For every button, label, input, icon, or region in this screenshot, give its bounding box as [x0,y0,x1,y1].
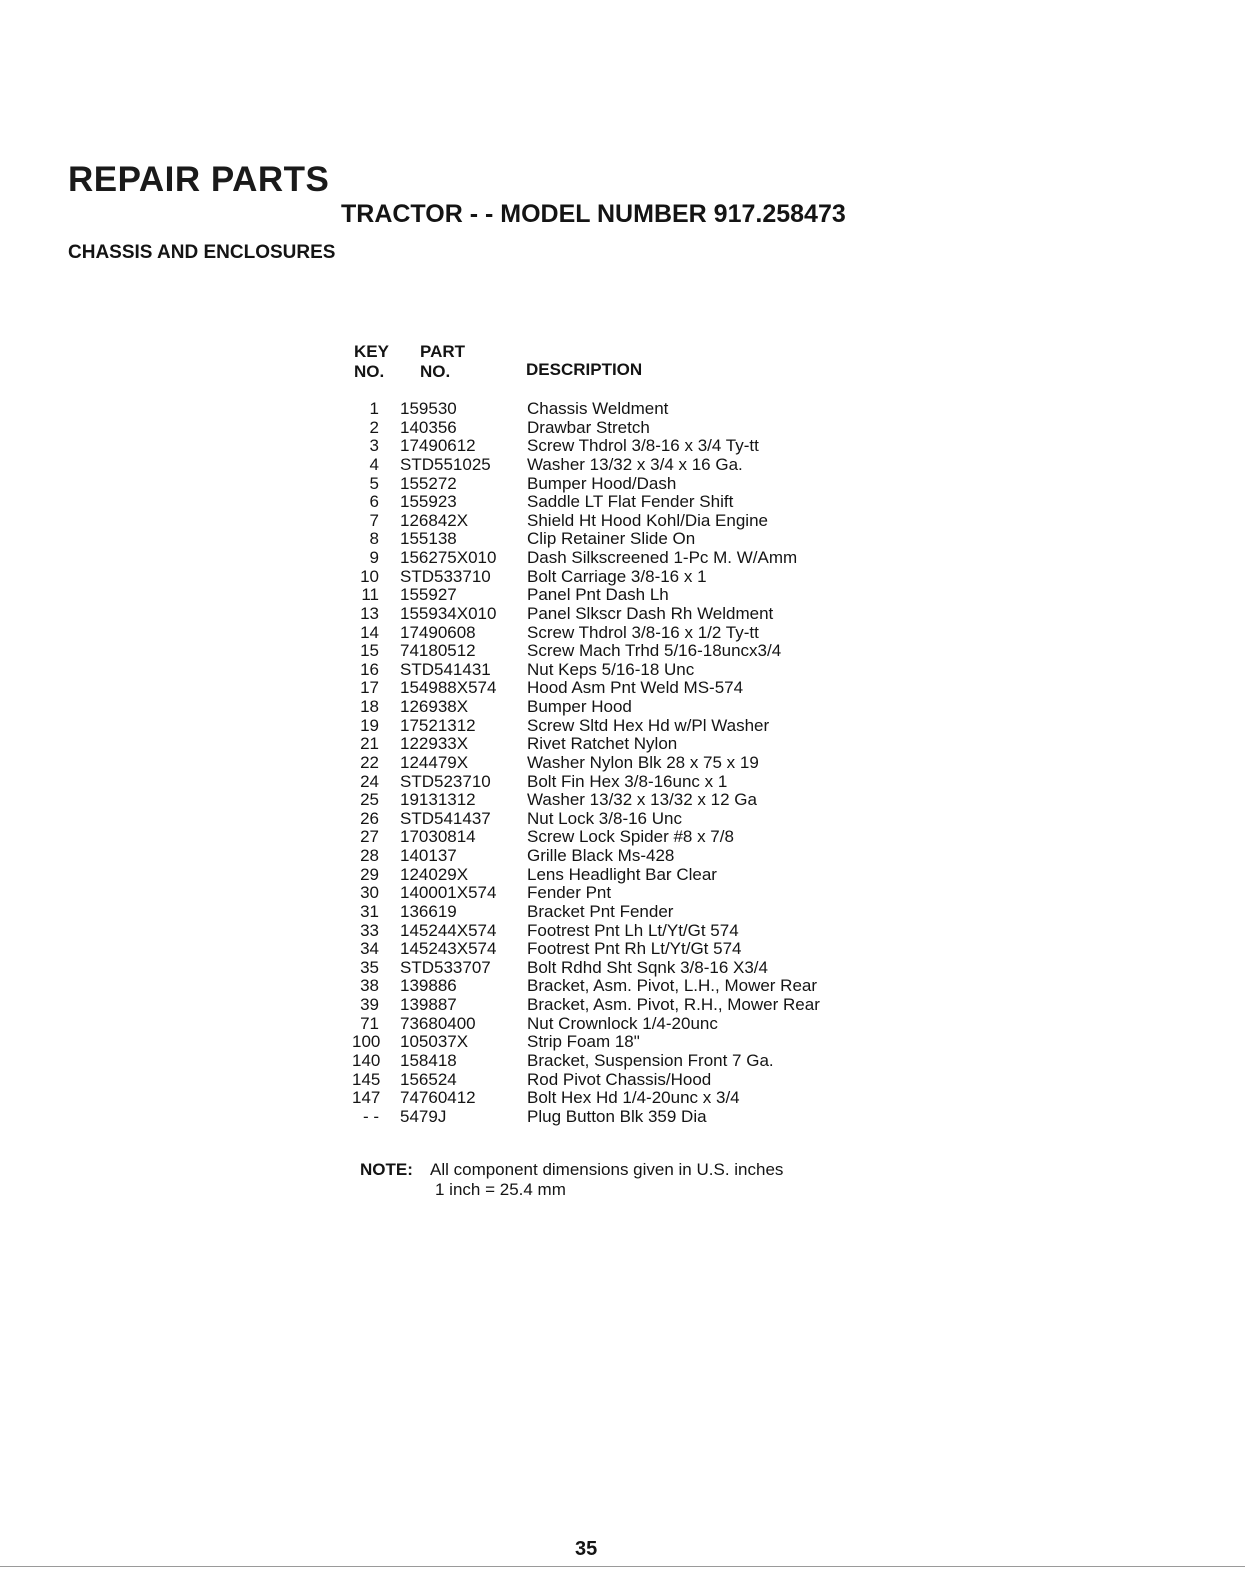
description-cell: Screw Mach Trhd 5/16-18uncx3/4 [527,641,782,661]
table-row [352,512,912,531]
key-no-cell: 10 [360,566,379,586]
description-cell: Panel Slkscr Dash Rh Weldment [527,603,774,623]
description-cell: Bolt Carriage 3/8-16 x 1 [527,566,707,586]
table-row [352,605,912,624]
part-no-cell: 74180512 [400,641,476,661]
table-row [352,456,912,475]
parts-table [352,400,912,1126]
description-cell: Rod Pivot Chassis/Hood [527,1069,712,1089]
description-cell: Bracket, Asm. Pivot, L.H., Mower Rear [527,976,818,996]
key-no-cell: 39 [360,995,379,1014]
key-no-cell: 25 [360,790,379,810]
part-no-cell: 139886 [400,976,457,996]
table-row [352,642,912,661]
table-row [352,475,912,494]
key-no-cell: 7 [369,510,379,530]
part-no-cell: 140137 [400,846,457,865]
description-cell: Bracket, Suspension Front 7 Ga. [527,1050,774,1070]
model-number-heading: TRACTOR - - MODEL NUMBER 917.258473 [341,200,846,228]
part-no-cell: 17490612 [400,436,476,456]
part-no-cell: 105037X [400,1032,469,1052]
table-row [352,940,912,959]
key-no-cell: 21 [360,734,379,754]
part-no-cell: STD523710 [400,771,491,791]
part-no-cell: STD533710 [400,566,491,586]
table-row [352,586,912,605]
table-row [352,437,912,456]
part-no-cell: 126842X [400,510,469,530]
description-cell: Saddle LT Flat Fender Shift [527,492,734,512]
bottom-rule [0,1566,1245,1567]
key-no-cell: 19 [360,715,379,735]
key-no-cell: 100 [352,1032,381,1052]
note-text-line2: 1 inch = 25.4 mm [435,1180,566,1199]
description-cell: Bolt Rdhd Sht Sqnk 3/8-16 X3/4 [527,957,768,977]
table-row [352,1052,912,1071]
note-text-line1: All component dimensions given in U.S. inches [430,1160,784,1179]
description-cell: Washer Nylon Blk 28 x 75 x 19 [527,752,759,772]
part-no-cell: 155272 [400,473,457,493]
table-row [352,661,912,680]
description-cell: Bumper Hood/Dash [527,473,677,493]
key-no-cell: 4 [369,454,379,474]
part-no-cell: 158418 [400,1050,457,1070]
key-no-cell: 29 [360,864,379,884]
column-header-key-line2: NO. [354,362,385,381]
section-heading: CHASSIS AND ENCLOSURES [68,242,336,263]
key-no-cell: 9 [369,548,379,567]
table-row [352,773,912,792]
part-no-cell: 17490608 [400,622,476,642]
description-cell: Chassis Weldment [527,399,669,418]
part-no-cell: 156524 [400,1069,457,1089]
part-no-cell: 140356 [400,417,457,437]
column-header-part-no [420,342,465,382]
table-row [352,810,912,829]
table-row [352,624,912,643]
key-no-cell: 34 [360,939,379,959]
part-no-cell: 19131312 [400,790,476,810]
key-no-cell: 147 [352,1088,381,1108]
description-cell: Bumper Hood [527,697,632,716]
table-row [352,493,912,512]
table-row [352,698,912,717]
description-cell: Bracket Pnt Fender [527,901,674,921]
page-title: REPAIR PARTS [68,160,330,199]
part-no-cell: 124479X [400,752,469,772]
key-no-cell: 6 [369,492,379,512]
part-no-cell: 17030814 [400,827,476,847]
description-cell: Fender Pnt [527,883,612,903]
key-no-cell: 16 [360,659,379,679]
part-no-cell: 156275X010 [400,548,497,567]
key-no-cell: 145 [352,1069,381,1089]
description-cell: Footrest Pnt Lh Lt/Yt/Gt 574 [527,920,739,940]
description-cell: Bolt Fin Hex 3/8-16unc x 1 [527,771,728,791]
table-row [352,847,912,866]
table-row [352,791,912,810]
key-no-cell: 27 [360,827,379,847]
part-no-cell: 126938X [400,697,469,716]
key-no-cell: 2 [369,417,379,437]
key-no-cell: 8 [369,529,379,549]
key-no-cell: 35 [360,957,379,977]
table-row [352,1108,912,1127]
description-cell: Screw Sltd Hex Hd w/Pl Washer [527,715,770,735]
part-no-cell: 5479J [400,1106,447,1126]
part-no-cell: STD533707 [400,957,491,977]
table-row [352,1015,912,1034]
key-no-cell: 17 [360,678,379,698]
part-no-cell: 73680400 [400,1013,476,1033]
description-cell: Washer 13/32 x 3/4 x 16 Ga. [527,454,743,474]
key-no-cell: 1 [369,399,379,418]
description-cell: Screw Thdrol 3/8-16 x 1/2 Ty-tt [527,622,759,642]
description-cell: Dash Silkscreened 1-Pc M. W/Amm [527,548,798,567]
table-row [352,530,912,549]
key-no-cell: 15 [360,641,379,661]
key-no-cell: 26 [360,808,379,828]
table-row [352,568,912,587]
part-no-cell: 159530 [400,399,457,418]
part-no-cell: STD541431 [400,659,491,679]
part-no-cell: 17521312 [400,715,476,735]
key-no-cell: 30 [360,883,379,903]
key-no-cell: 18 [360,697,379,716]
part-no-cell: 139887 [400,995,457,1014]
description-cell: Hood Asm Pnt Weld MS-574 [527,678,744,698]
column-header-key-no [354,342,389,382]
key-no-cell: - - [362,1106,379,1126]
description-cell: Plug Button Blk 359 Dia [527,1106,707,1126]
description-cell: Clip Retainer Slide On [527,529,696,549]
part-no-cell: 155934X010 [400,603,497,623]
note-label: NOTE: [360,1160,413,1179]
description-cell: Nut Keps 5/16-18 Unc [527,659,695,679]
part-no-cell: 154988X574 [400,678,497,698]
table-row [352,922,912,941]
table-row [352,977,912,996]
table-row [352,828,912,847]
description-cell: Lens Headlight Bar Clear [527,864,717,884]
table-row [352,1033,912,1052]
table-row [352,679,912,698]
description-cell: Screw Thdrol 3/8-16 x 3/4 Ty-tt [527,436,759,456]
part-no-cell: 155138 [400,529,457,549]
description-cell: Strip Foam 18" [527,1032,640,1052]
key-no-cell: 14 [360,622,379,642]
table-row [352,400,912,419]
part-no-cell: STD541437 [400,808,491,828]
description-cell: Nut Crownlock 1/4-20unc [527,1013,718,1033]
part-no-cell: 155927 [400,585,457,605]
table-row [352,735,912,754]
part-no-cell: 140001X574 [400,883,497,903]
column-header-description: DESCRIPTION [526,360,643,379]
description-cell: Washer 13/32 x 13/32 x 12 Ga [527,790,757,810]
table-row [352,717,912,736]
key-no-cell: 11 [361,585,379,605]
table-row [352,1071,912,1090]
part-no-cell: 136619 [400,901,457,921]
key-no-cell: 140 [352,1050,381,1070]
part-no-cell: 145244X574 [400,920,497,940]
key-no-cell: 28 [360,846,379,865]
part-no-cell: 145243X574 [400,939,497,959]
part-no-cell: STD551025 [400,454,491,474]
part-no-cell: 155923 [400,492,457,512]
table-row [352,959,912,978]
key-no-cell: 5 [369,473,379,493]
page-number: 35 [575,1538,598,1560]
table-row [352,549,912,568]
description-cell: Bracket, Asm. Pivot, R.H., Mower Rear [527,995,820,1014]
description-cell: Footrest Pnt Rh Lt/Yt/Gt 574 [527,939,742,959]
table-row [352,884,912,903]
part-no-cell: 124029X [400,864,469,884]
table-row [352,866,912,885]
key-no-cell: 22 [360,752,379,772]
column-header-part-line1: PART [420,342,466,361]
table-row [352,1089,912,1108]
description-cell: Shield Ht Hood Kohl/Dia Engine [527,510,768,530]
part-no-cell: 74760412 [400,1088,476,1108]
key-no-cell: 13 [360,603,379,623]
key-no-cell: 31 [360,901,379,921]
table-row [352,996,912,1015]
description-cell: Panel Pnt Dash Lh [527,585,669,605]
description-cell: Screw Lock Spider #8 x 7/8 [527,827,734,847]
table-row [352,754,912,773]
description-cell: Bolt Hex Hd 1/4-20unc x 3/4 [527,1088,740,1108]
column-header-part-line2: NO. [420,362,451,381]
key-no-cell: 33 [360,920,379,940]
table-row [352,419,912,438]
key-no-cell: 3 [369,436,379,456]
key-no-cell: 71 [360,1013,379,1033]
note [360,1160,784,1199]
key-no-cell: 24 [360,771,379,791]
description-cell: Drawbar Stretch [527,417,650,437]
table-row [352,903,912,922]
description-cell: Nut Lock 3/8-16 Unc [527,808,682,828]
description-cell: Grille Black Ms-428 [527,846,675,865]
part-no-cell: 122933X [400,734,469,754]
column-header-key-line1: KEY [354,342,389,361]
description-cell: Rivet Ratchet Nylon [527,734,678,754]
key-no-cell: 38 [360,976,379,996]
